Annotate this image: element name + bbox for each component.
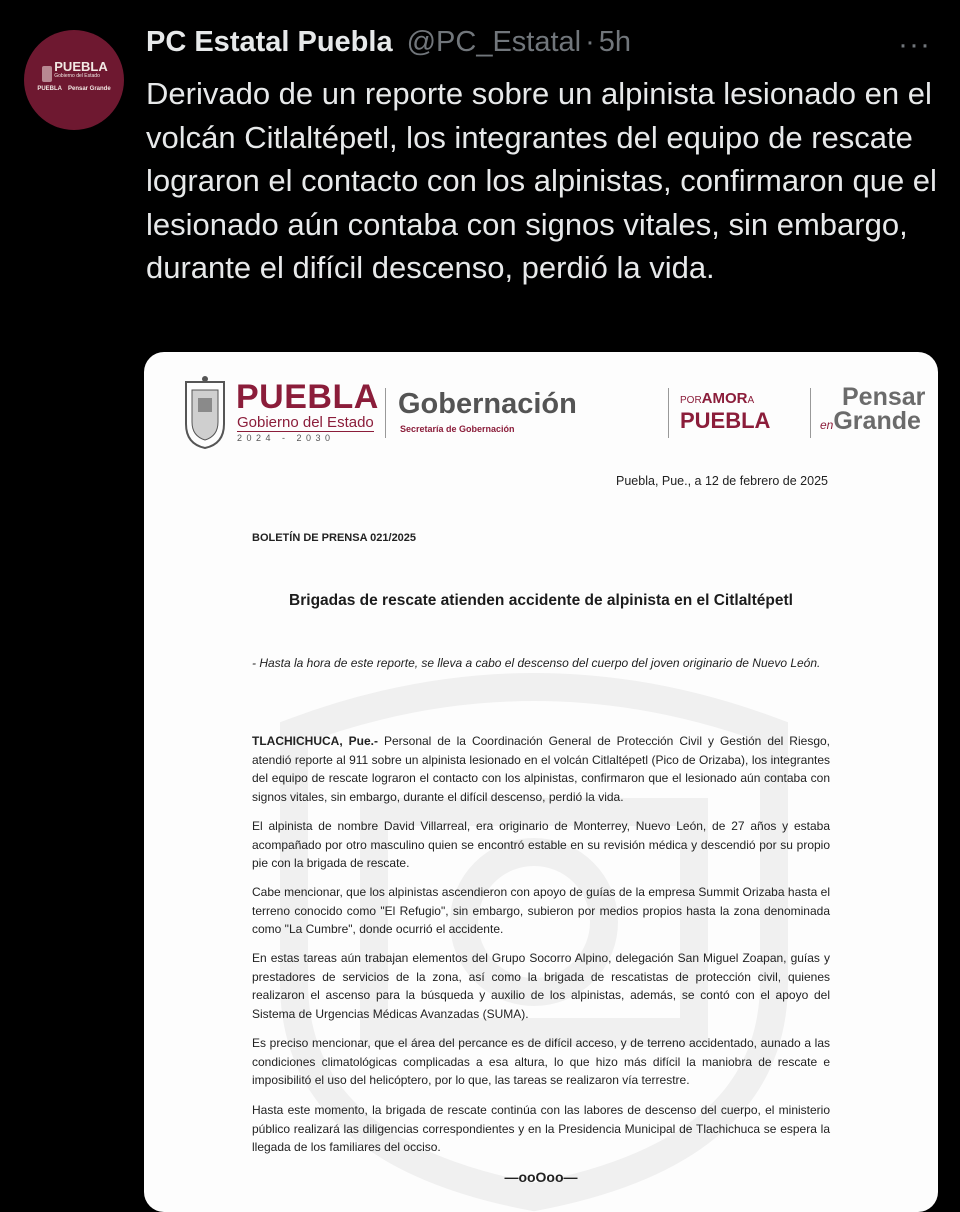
tweet-header <box>146 26 631 59</box>
profile-avatar[interactable] <box>24 30 124 130</box>
paragraph <box>252 732 830 806</box>
more-options-icon[interactable]: ··· <box>898 28 931 61</box>
paragraph: El alpinista de nombre David Villarreal, era originario de Monterrey, Nuevo León, de 27 años y estaba acompañado por otro masculino quien se encontró estable en su revisión médica y descendió por su propio pie con la brigada de rescate. <box>252 819 830 870</box>
dateline: TLACHICHUCA, Pue.- <box>252 734 378 748</box>
avatar-left-text: PUEBLA <box>37 86 62 92</box>
press-release-title: Brigadas de rescate atienden accidente de alpinista en el Citlaltépetl <box>289 592 793 609</box>
coat-of-arms-icon <box>180 374 230 450</box>
paragraph: Cabe mencionar, que los alpinistas ascendieron con apoyo de guías de la empresa Summit Orizaba hasta el terreno conocido como "El Refugio", sin embargo, subieron por medios propios hasta la zona denominada como "La Cumbre", donde ocurrió el accidente. <box>252 885 830 936</box>
years-text: 2024 - 2030 <box>237 433 335 443</box>
logo-divider <box>810 388 811 438</box>
tweet-text: Derivado de un reporte sobre un alpinista lesionado en el volcán Citlaltépetl, los integrantes del equipo de rescate lograron el contacto con los alpinistas, confirmaron que el lesionado aún contaba con signos vitales, sin embargo, durante el difícil descenso, perdió la vida. <box>146 76 937 285</box>
avatar-subtitle: Gobierno del Estado <box>54 73 100 79</box>
puebla-logo-text: PUEBLA <box>236 378 379 416</box>
por-amor-text <box>680 390 754 407</box>
user-handle[interactable]: @PC_Estatal <box>406 26 582 58</box>
pensar-text: Pensar <box>842 383 926 411</box>
coat-of-arms-icon <box>42 66 52 82</box>
separator-dot: · <box>585 26 595 58</box>
en-text: en <box>820 418 834 432</box>
header-logos <box>180 374 926 454</box>
grande-text: Grande <box>833 407 921 435</box>
pensar-en-grande-text <box>820 407 921 436</box>
avatar-title: PUEBLA <box>54 59 108 74</box>
gobierno-estado-text: Gobierno del Estado <box>237 414 374 431</box>
secretaria-text: Secretaría de Gobernación <box>400 424 515 434</box>
press-release-subtitle: - Hasta la hora de este reporte, se lleva a cabo el descenso del cuerpo del joven originario de Nuevo León. <box>252 656 821 670</box>
avatar-right-text: Pensar Grande <box>67 86 111 92</box>
paragraph: Hasta este momento, la brigada de rescate continúa con las labores de descenso del cuerpo, el ministerio público realizará las diligencias correspondientes y en la Presidencia Municipal de Tlachichuca se espera la llegada de los familiares del occiso. <box>252 1103 830 1154</box>
a-text: A <box>747 395 755 406</box>
paragraph-text: Personal de la Coordinación General de Protección Civil y Gestión del Riesgo, atendió reporte al 911 sobre un alpinista lesionado en el volcán Citlaltépetl (Pico de Orizaba), los integrantes del equipo de rescate lograron el contacto con los alpinistas, confirmaron que el lesionado aún contaba con signos vitales, sin embargo, durante el difícil descenso, perdió la vida. <box>252 734 830 804</box>
logo-divider <box>668 388 669 438</box>
gobernacion-logo-text: Gobernación <box>398 388 577 420</box>
por-text: POR <box>680 395 702 406</box>
timestamp[interactable]: 5h <box>598 26 632 58</box>
paragraph: En estas tareas aún trabajan elementos del Grupo Socorro Alpino, delegación San Miguel Zoapan, guías y prestadores de servicios de la zona, así como la brigada de rescatistas de protección civil, quienes realizaron el ascenso para la búsqueda y auxilio de los alpinistas, además, se contó con el apoyo del Sistema de Urgencias Médicas Avanzadas (SUMA). <box>252 951 830 1021</box>
place-date: Puebla, Pue., a 12 de febrero de 2025 <box>616 474 828 488</box>
attached-press-release-image[interactable] <box>144 352 938 1212</box>
amor-text: AMOR <box>701 390 748 407</box>
bulletin-number: BOLETÍN DE PRENSA 021/2025 <box>252 532 417 544</box>
logo-divider <box>385 388 386 438</box>
avatar-footer <box>37 86 110 92</box>
paragraph: Es preciso mencionar, que el área del percance es de difícil acceso, y de terreno accidentado, aunado a las condiciones climatológicas complicadas a esa altura, lo que hizo más difícil la maniobra de rescate e imposibilitó el uso del helicóptero, por lo que, las tareas se realizaron vía terrestre. <box>252 1036 830 1087</box>
display-name[interactable]: PC Estatal Puebla <box>146 26 393 58</box>
closing-mark: —ooOoo— <box>504 1169 578 1185</box>
por-amor-puebla-text: PUEBLA <box>680 408 771 433</box>
